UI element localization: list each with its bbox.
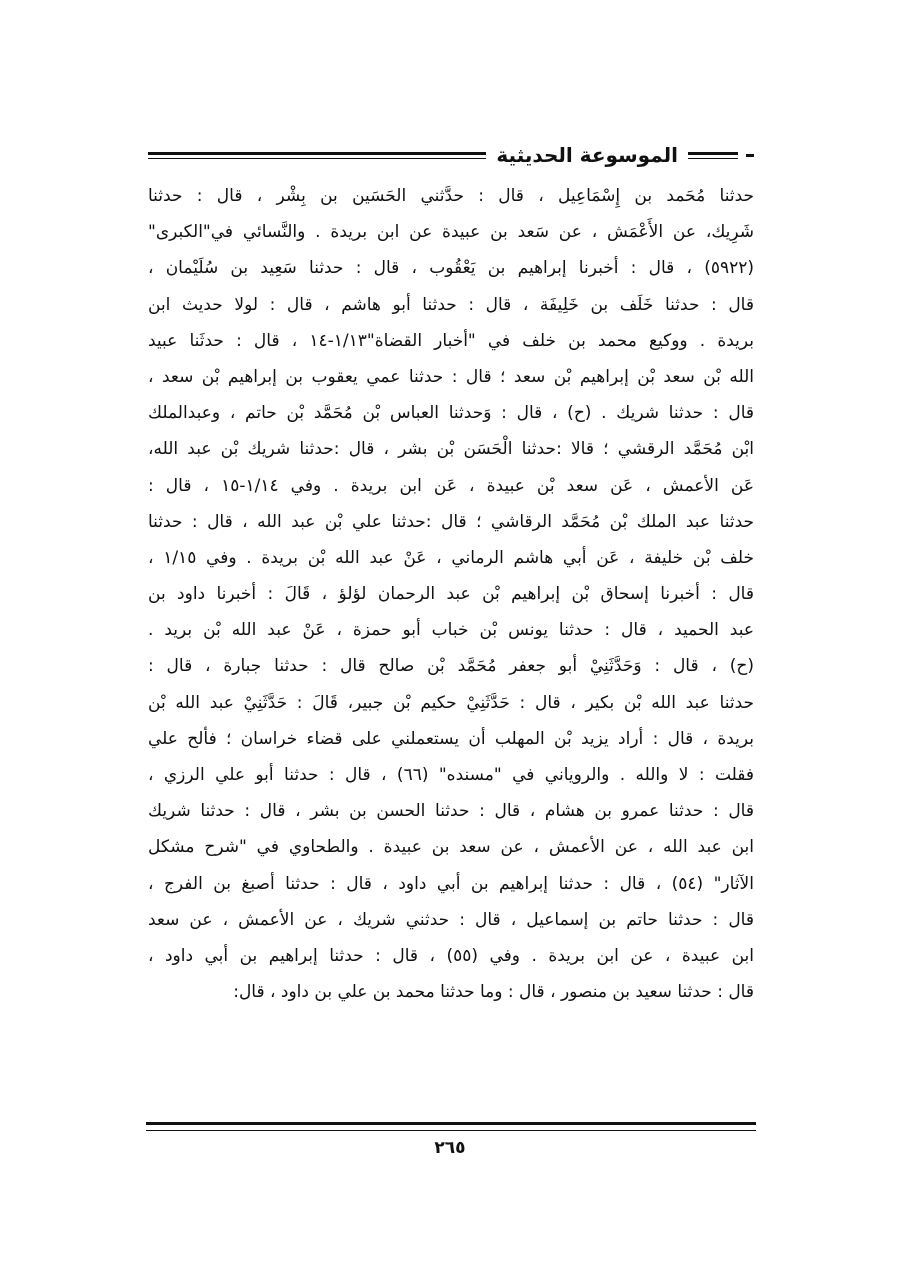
running-header (148, 140, 754, 170)
text-line: قال : حدثنا شريك . (ح) ، قال : وَحدثنا العباس بْن مُحَمَّد بْن حاتم ، وعبدالملك (148, 403, 754, 424)
text-line: (٥٩٢٢) ، قال : أخبرنا إبراهيم بن يَعْقُوب ، قال : حدثنا سَعِيد بن سُلَيْمان ، (148, 258, 754, 279)
text-line: بريدة ، قال : أراد يزيد بْن المهلب أن يستعملني على قضاء خراسان ؛ فألح علي (148, 728, 754, 749)
text-line: الله بْن سعد بْن إبراهيم بْن سعد ؛ قال : حدثنا عمي يعقوب بن إبراهيم بْن سعد ، (148, 366, 754, 387)
header-title: الموسوعة الحديثية (496, 143, 678, 167)
header-rule-right (746, 154, 754, 157)
text-line: فقلت : لا والله . والروياني في "مسنده" (٦٦) ، قال : حدثنا أبو علي الرزي ، (148, 765, 754, 785)
text-line: ابن عبيدة ، عن ابن بريدة . وفي (٥٥) ، قال : حدثنا إبراهيم بن أبي داود ، (148, 945, 754, 966)
text-line: شَرِيك، عن الأَعْمَش ، عن سَعد بن عبيدة عن ابن بريدة . والنَّسائي في"الكبرى" (148, 222, 754, 243)
text-line: عبد الحميد ، قال : حدثنا يونس بْن خباب أبو حمزة ، عَنْ عبد الله بْن بريد . (148, 620, 754, 641)
text-line: ابْن مُحَمَّد الرقشي ؛ قالا :حدثنا الْحَسَن بْن بشر ، قال :حدثنا شريك بْن عبد الله، (148, 439, 754, 460)
header-rule-short (688, 152, 738, 159)
text-line: عَن الأعمش ، عَن سعد بْن عبيدة ، عَن ابن بريدة . وفي ١/١٤-١٥ ، قال : (148, 475, 754, 496)
text-line: الآثار" (٥٤) ، قال : حدثنا إبراهيم بن أبي داود ، قال : حدثنا أصبغ بن الفرج ، (148, 873, 754, 894)
text-line: قال : حدثنا حاتم بن إسماعيل ، قال : حدثني شريك ، عن الأعمش ، عن سعد (148, 909, 754, 930)
text-line: قال : أخبرنا إسحاق بْن إبراهيم بْن عبد الرحمان لؤلؤ ، قَالَ : أخبرنا داود بن (148, 584, 754, 605)
footer-rule (146, 1122, 756, 1131)
page-number: ٢٦٥ (434, 1138, 466, 1158)
text-line: حدثنا عبد الله بْن بكير ، قال : حَدَّثَنِيْ حكيم بْن جبير، قَالَ : حَدَّثَنِيْ عبد الله بْن (148, 692, 754, 713)
text-line: قال : حدثنا خَلَف بن خَلِيفَة ، قال : حدثنا أبو هاشم ، قال : لولا حديث ابن (148, 294, 754, 315)
text-line: قال : حدثنا عمرو بن هشام ، قال : حدثنا الحسن بن بشر ، قال : حدثنا شريك (148, 801, 754, 822)
text-line: حدثنا عبد الملك بْن مُحَمَّد الرقاشي ؛ قال :حدثنا علي بْن عبد الله ، قال : حدثنا (148, 511, 754, 532)
body-text (148, 178, 754, 1010)
text-line: ابن عبد الله ، عن الأعمش ، عن سعد بن عبيدة . والطحاوي في "شرح مشكل (148, 837, 754, 858)
header-rule-left (148, 152, 486, 159)
text-line: خلف بْن خليفة ، عَن أبي هاشم الرماني ، عَنْ عبد الله بْن بريدة . وفي ١/١٥ ، (148, 547, 754, 568)
text-line: بريدة . ووكيع محمد بن خلف في "أخبار القضاة"١/١٣-١٤ ، قال : حدثَنا عبيد (148, 330, 754, 351)
text-line: حدثنا مُحَمد بن إِسْمَاعِيل ، قال : حدَّثني الحَسَين بن بِشْر ، قال : حدثنا (148, 186, 754, 206)
text-line: (ح) ، قال : وَحَدَّثَنِيْ أبو جعفر مُحَمَّد بْن صالح قال : حدثنا جبارة ، قال : (148, 656, 754, 677)
text-line: قال : حدثنا سعيد بن منصور ، قال : وما حدثنا محمد بن علي بن داود ، قال: (233, 982, 754, 1003)
